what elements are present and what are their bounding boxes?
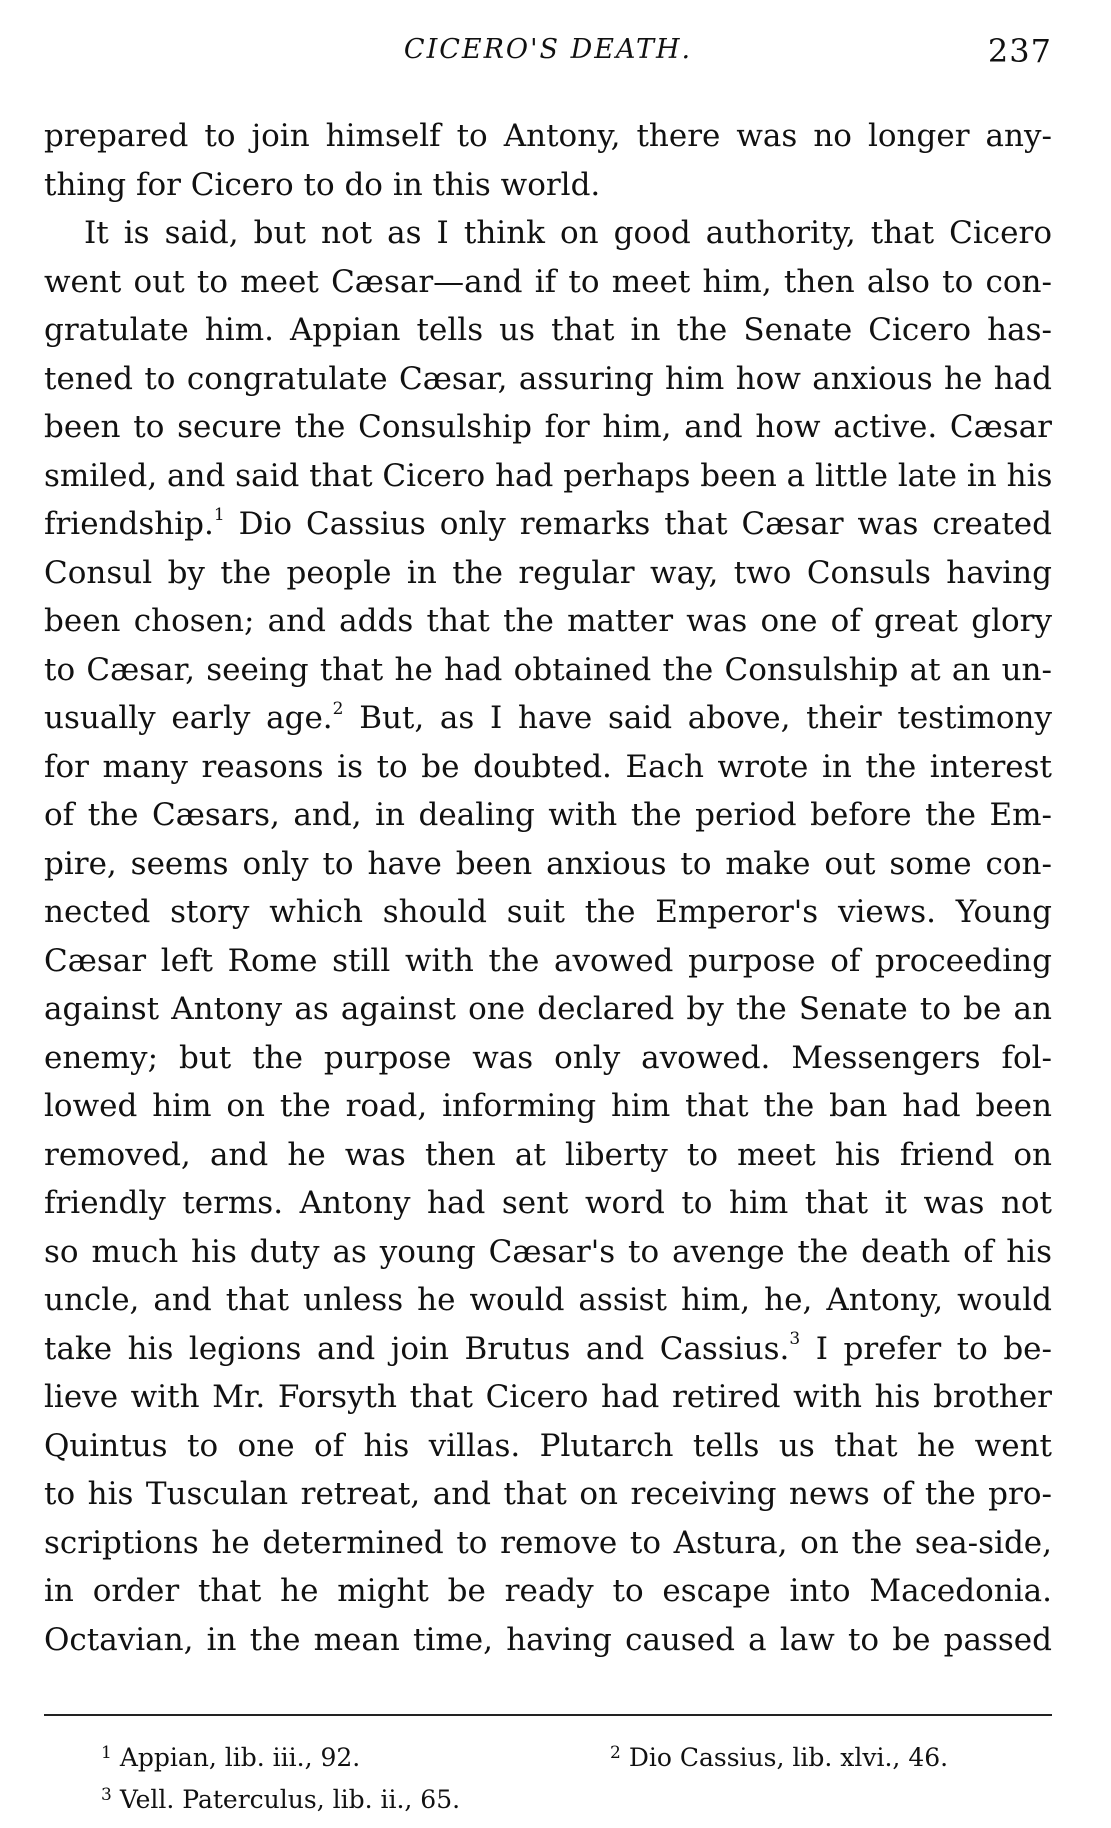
text-line: smiled, and said that Cicero had perhaps been a little late in his	[44, 457, 1053, 494]
text-line: to his Tusculan retreat, and that on receiving news of the pro-	[44, 1476, 1052, 1512]
text-line: Octavian, in the mean time, having caused a law to be passed	[44, 1621, 1052, 1658]
text-line	[44, 500, 1052, 549]
text-line: removed, and he was then at liberty to meet his friend on	[44, 1136, 1052, 1173]
text-line: lieve with Mr. Forsyth that Cicero had retired with his brother	[44, 1379, 1052, 1415]
text-line: nected story which should suit the Emperor's views. Young	[44, 894, 1052, 930]
footnote-ref: 3	[789, 1329, 801, 1350]
text-line: Consul by the people in the regular way, two Consuls having	[44, 554, 1052, 591]
footnote-mark: 3	[101, 1785, 112, 1805]
footnote	[101, 1738, 360, 1781]
line-segment: I prefer to be-	[815, 1330, 1052, 1367]
text-line: Cæsar left Rome still with the avowed purpose of proceeding	[44, 942, 1052, 979]
footnote-ref: 1	[213, 504, 225, 525]
text-line: against Antony as against one declared by the Senate to be an	[44, 991, 1052, 1027]
text-line	[44, 1325, 1052, 1374]
running-title: CICERO'S DEATH.	[403, 34, 693, 65]
footnote-text: Vell. Paterculus, lib. ii., 65.	[119, 1785, 461, 1814]
text-line: been to secure the Consulship for him, and how active. Cæsar	[44, 409, 1052, 445]
line-segment: But, as I have said above, their testimony	[359, 700, 1052, 736]
text-line: gratulate him. Appian tells us that in the Senate Cicero has-	[44, 312, 1052, 348]
footnote-ref: 2	[332, 698, 344, 719]
text-line: been chosen; and adds that the matter was one of great glory	[44, 603, 1052, 639]
page-header	[44, 34, 1052, 86]
line-segment: usually early age.	[44, 700, 333, 736]
text-line: tened to congratulate Cæsar, assuring him how anxious he had	[44, 360, 1052, 397]
text-line: of the Cæsars, and, in dealing with the period before the Em-	[44, 797, 1052, 833]
text-line: prepared to join himself to Antony, there was no longer any-	[44, 118, 1052, 154]
body-text	[44, 112, 1052, 1664]
footnote-divider	[44, 1714, 1052, 1716]
text-line: uncle, and that unless he would assist him, he, Antony, would	[44, 1282, 1052, 1318]
text-line: It is said, but not as I think on good authority, that Cicero	[84, 215, 1052, 251]
text-line: so much his duty as young Cæsar's to avenge the death of his	[44, 1233, 1052, 1270]
text-line: pire, seems only to have been anxious to make out some con-	[44, 845, 1052, 882]
text-line: enemy; but the purpose was only avowed. Messengers fol-	[44, 1039, 1052, 1076]
text-line: lowed him on the road, informing him that the ban had been	[44, 1088, 1052, 1124]
line-segment: take his legions and join Brutus and Cassius.	[44, 1330, 790, 1367]
footnote	[101, 1780, 460, 1823]
text-line	[44, 694, 1052, 743]
line-segment: Dio Cassius only remarks that Cæsar was created	[238, 506, 1052, 542]
text-line: thing for Cicero to do in this world.	[44, 166, 601, 203]
text-line: in order that he might be ready to escape into Macedonia.	[44, 1573, 1052, 1609]
text-line: friendly terms. Antony had sent word to him that it was not	[44, 1185, 1052, 1221]
text-line: scriptions he determined to remove to Astura, on the sea-side,	[44, 1524, 1052, 1561]
line-segment: friendship.	[44, 506, 214, 542]
text-line: went out to meet Cæsar—and if to meet him, then also to con-	[44, 263, 1052, 300]
footnote	[610, 1738, 948, 1781]
text-line: for many reasons is to be doubted. Each wrote in the interest	[44, 748, 1052, 785]
page-number: 237	[987, 32, 1052, 70]
text-line: to Cæsar, seeing that he had obtained the Consulship at an un-	[44, 651, 1052, 688]
text-line: Quintus to one of his villas. Plutarch tells us that he went	[44, 1427, 1052, 1464]
footnote-mark: 2	[610, 1743, 621, 1763]
footnote-mark: 1	[101, 1743, 112, 1763]
footnote-text: Appian, lib. iii., 92.	[119, 1743, 361, 1772]
footnote-text: Dio Cassius, lib. xlvi., 46.	[628, 1743, 949, 1772]
